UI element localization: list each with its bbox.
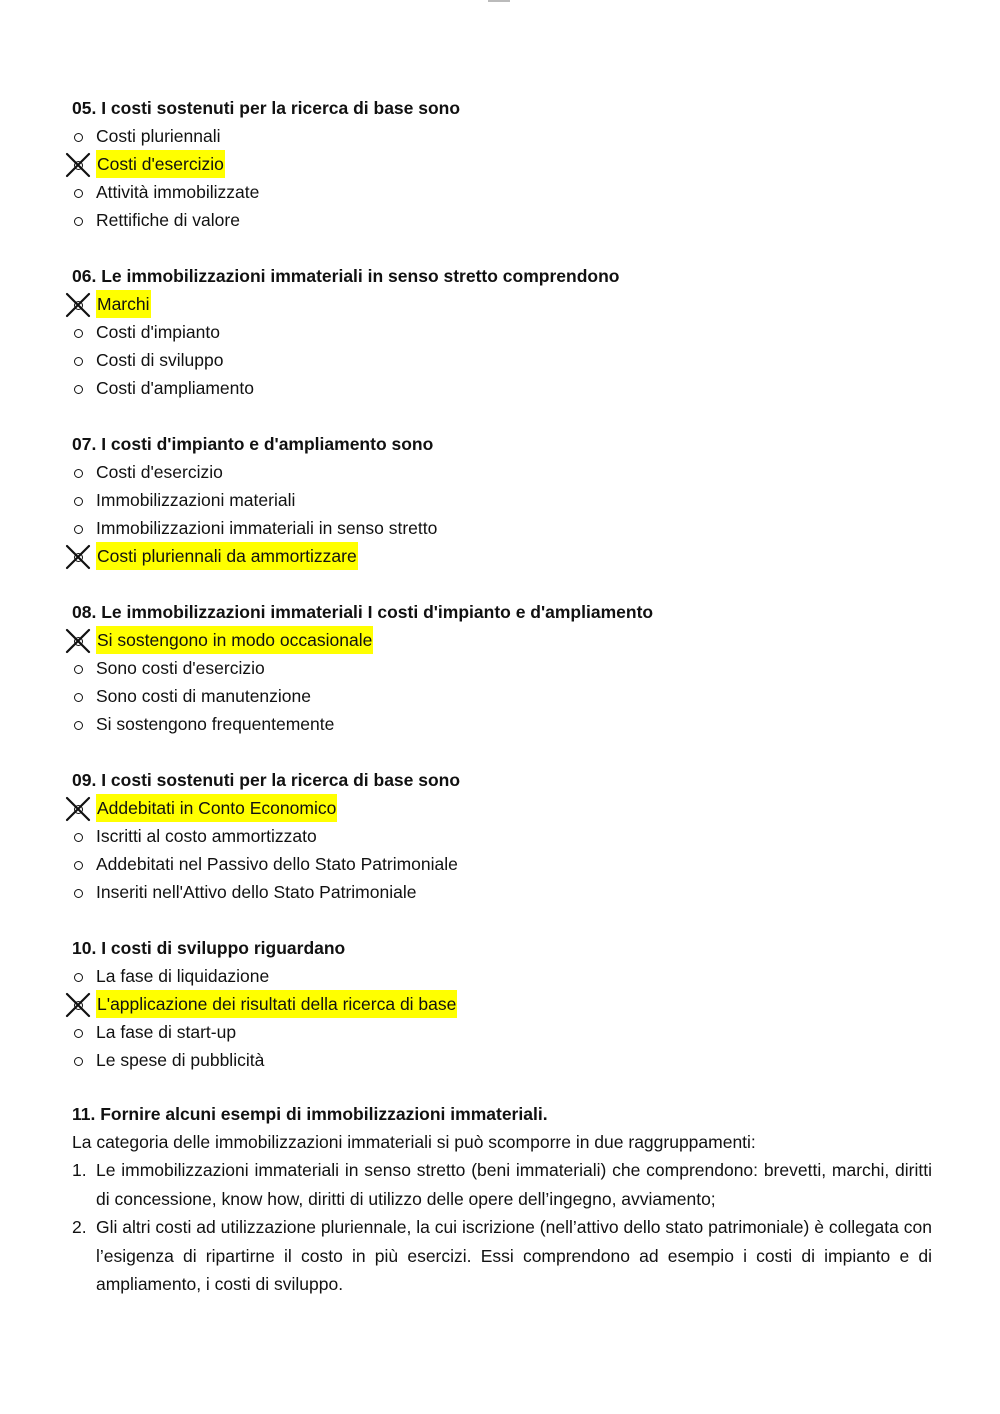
option-label: Si sostengono frequentemente (96, 714, 335, 734)
answer-option[interactable] (72, 878, 932, 906)
question-block (72, 598, 932, 738)
option-bullet (72, 318, 92, 346)
option-bullet (72, 878, 92, 906)
question-block (72, 94, 932, 234)
option-bullet (72, 654, 92, 682)
option-label: Le spese di pubblicità (96, 1050, 265, 1070)
question-title: 11. Fornire alcuni esempi di immobilizzazioni immateriali. (72, 1104, 548, 1124)
answer-option[interactable] (72, 318, 932, 346)
answer-intro: La categoria delle immobilizzazioni immateriali si può scomporre in due raggruppamenti: (72, 1132, 756, 1152)
option-bullet (72, 206, 92, 234)
cross-mark-icon (64, 152, 92, 178)
option-bullet (72, 794, 92, 822)
question-title: 10. I costi di sviluppo riguardano (72, 938, 346, 958)
answer-option[interactable] (72, 1046, 932, 1074)
answer-option[interactable] (72, 486, 932, 514)
radio-circle-icon (74, 525, 83, 534)
option-bullet (72, 374, 92, 402)
option-label: La fase di liquidazione (96, 966, 270, 986)
answer-option-selected[interactable] (72, 150, 932, 178)
option-bullet (72, 346, 92, 374)
quiz-content (72, 94, 932, 1327)
answer-option[interactable] (72, 122, 932, 150)
radio-circle-icon (74, 861, 83, 870)
question-block (72, 262, 932, 402)
radio-circle-icon (74, 1057, 83, 1066)
radio-circle-icon (74, 189, 83, 198)
option-label: Sono costi di manutenzione (96, 686, 311, 706)
answer-option-selected[interactable] (72, 542, 932, 570)
open-question (72, 1100, 932, 1299)
question-block (72, 766, 932, 906)
radio-circle-icon (74, 665, 83, 674)
radio-circle-icon (74, 469, 83, 478)
answer-item-number: 2. (72, 1217, 87, 1237)
option-label: Costi d'esercizio (96, 462, 223, 482)
cross-mark-icon (64, 992, 92, 1018)
answer-item (72, 1156, 932, 1213)
option-bullet (72, 626, 92, 654)
radio-circle-icon (74, 721, 83, 730)
option-label: Si sostengono in modo occasionale (96, 626, 373, 654)
option-label: Costi d'impianto (96, 322, 220, 342)
answer-option[interactable] (72, 710, 932, 738)
answer-item (72, 1213, 932, 1299)
option-bullet (72, 822, 92, 850)
option-label: Attività immobilizzate (96, 182, 260, 202)
answer-option-selected[interactable] (72, 990, 932, 1018)
radio-circle-icon (74, 693, 83, 702)
answer-option[interactable] (72, 822, 932, 850)
answer-option[interactable] (72, 850, 932, 878)
radio-circle-icon (74, 133, 83, 142)
option-label: Immobilizzazioni materiali (96, 490, 296, 510)
page-header-mark (488, 0, 510, 2)
radio-circle-icon (74, 385, 83, 394)
option-label: Sono costi d'esercizio (96, 658, 265, 678)
radio-circle-icon (74, 497, 83, 506)
radio-circle-icon (74, 357, 83, 366)
option-label: Inseriti nell'Attivo dello Stato Patrimoniale (96, 882, 417, 902)
cross-mark-icon (64, 292, 92, 318)
answer-item-text: Gli altri costi ad utilizzazione pluriennale, la cui iscrizione (nell’attivo dello stato patrimoniale) è collegata con l’esigenza di ripartirne il costo in più esercizi. Essi comprendono ad esempio i costi di impianto e di ampliamento, i costi di sviluppo. (96, 1217, 932, 1294)
answer-option-selected[interactable] (72, 290, 932, 318)
option-label: Costi d'esercizio (96, 150, 225, 178)
option-bullet (72, 150, 92, 178)
option-label: Marchi (96, 290, 151, 318)
option-bullet (72, 178, 92, 206)
option-bullet (72, 290, 92, 318)
answer-option[interactable] (72, 962, 932, 990)
option-bullet (72, 710, 92, 738)
answer-option-selected[interactable] (72, 794, 932, 822)
answer-option[interactable] (72, 206, 932, 234)
option-label: Addebitati in Conto Economico (96, 794, 337, 822)
option-bullet (72, 682, 92, 710)
option-label: Costi pluriennali (96, 126, 221, 146)
cross-mark-icon (64, 796, 92, 822)
question-title: 08. Le immobilizzazioni immateriali I costi d'impianto e d'ampliamento (72, 602, 654, 622)
question-title: 05. I costi sostenuti per la ricerca di base sono (72, 98, 461, 118)
option-bullet (72, 122, 92, 150)
radio-circle-icon (74, 889, 83, 898)
option-bullet (72, 850, 92, 878)
cross-mark-icon (64, 544, 92, 570)
answer-list (72, 1156, 932, 1299)
option-label: Costi pluriennali da ammortizzare (96, 542, 358, 570)
option-bullet (72, 962, 92, 990)
radio-circle-icon (74, 833, 83, 842)
option-bullet (72, 1046, 92, 1074)
option-bullet (72, 990, 92, 1018)
radio-circle-icon (74, 329, 83, 338)
option-label: Addebitati nel Passivo dello Stato Patrimoniale (96, 854, 458, 874)
answer-option[interactable] (72, 682, 932, 710)
answer-option[interactable] (72, 458, 932, 486)
answer-option[interactable] (72, 178, 932, 206)
option-label: Iscritti al costo ammortizzato (96, 826, 317, 846)
radio-circle-icon (74, 217, 83, 226)
option-bullet (72, 458, 92, 486)
option-bullet (72, 542, 92, 570)
question-block (72, 430, 932, 570)
answer-option[interactable] (72, 1018, 932, 1046)
option-bullet (72, 514, 92, 542)
radio-circle-icon (74, 973, 83, 982)
answer-option[interactable] (72, 654, 932, 682)
question-list (72, 94, 932, 1074)
question-block (72, 934, 932, 1074)
option-bullet (72, 486, 92, 514)
cross-mark-icon (64, 628, 92, 654)
question-title: 06. Le immobilizzazioni immateriali in senso stretto comprendono (72, 266, 620, 286)
question-title: 07. I costi d'impianto e d'ampliamento sono (72, 434, 434, 454)
answer-option[interactable] (72, 514, 932, 542)
answer-option[interactable] (72, 374, 932, 402)
answer-item-text: Le immobilizzazioni immateriali in senso stretto (beni immateriali) che comprendono: brevetti, marchi, diritti di concessione, know how, diritti di utilizzo delle opere dell’ingegno, avviamento; (96, 1160, 932, 1209)
option-label: L'applicazione dei risultati della ricerca di base (96, 990, 457, 1018)
answer-option[interactable] (72, 346, 932, 374)
answer-item-number: 1. (72, 1160, 87, 1180)
answer-option-selected[interactable] (72, 626, 932, 654)
option-label: Immobilizzazioni immateriali in senso stretto (96, 518, 438, 538)
option-label: Costi di sviluppo (96, 350, 224, 370)
radio-circle-icon (74, 1029, 83, 1038)
option-label: Costi d'ampliamento (96, 378, 254, 398)
question-title: 09. I costi sostenuti per la ricerca di base sono (72, 770, 461, 790)
option-bullet (72, 1018, 92, 1046)
option-label: Rettifiche di valore (96, 210, 240, 230)
option-label: La fase di start-up (96, 1022, 237, 1042)
